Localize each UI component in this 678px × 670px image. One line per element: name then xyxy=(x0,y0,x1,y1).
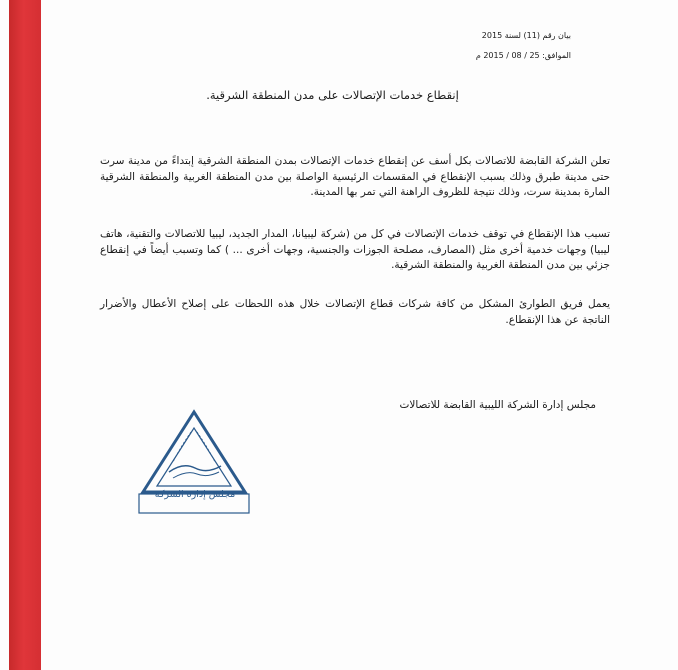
letter-title: إنقطاع خدمات الإتصالات على مدن المنطقة الشرقية. xyxy=(206,88,459,102)
paragraph-3: يعمل فريق الطوارئ المشكل من كافة شركات قطاع الإتصالات خلال هذه اللحظات على إصلاح الأعطال والأضرار الناتجة عن هذا الإنقطاع. xyxy=(100,298,610,326)
statement-date: الموافق: 25 / 08 / 2015 م xyxy=(475,51,571,60)
red-margin-bar xyxy=(9,0,41,670)
paragraph-1: تعلن الشركة القابضة للاتصالات بكل أسف عن إنقطاع خدمات الإتصالات بمدن المنطقة الشرقية إبتداءً من مدينة سرت حتى مدينة طبرق وذلك بسبب الإنقطاع في المقسمات الرئيسية الواصلة بين مدن المنطقة الغربية والمنطقة الشرقية المارة بمدينة سرت، وذلك نتيجة للظروف الراهنة التي تمر بها المدينة. xyxy=(100,155,610,198)
paragraph-2: تسبب هذا الإنقطاع في توقف خدمات الإتصالات في كل من (شركة ليبيانا، المدار الجديد، ليبيا للاتصالات والتقنية، هاتف ليبيا) وجهات خدمية أخرى مثل (المصارف، مصلحة الجوزات والجنسية، وجهات أخرى ... ) كما وتسبب أيضاً في إنقطاع جزئي بين مدن المنطقة الغربية والمنطقة الشرقية. xyxy=(100,228,610,271)
seal-caption: مجلس إدارة الشركة xyxy=(154,489,236,500)
signature-line: مجلس إدارة الشركة الليبية القابضة للاتصالات xyxy=(399,399,596,411)
statement-number: بيان رقم (11) لسنة 2015 xyxy=(481,31,571,40)
